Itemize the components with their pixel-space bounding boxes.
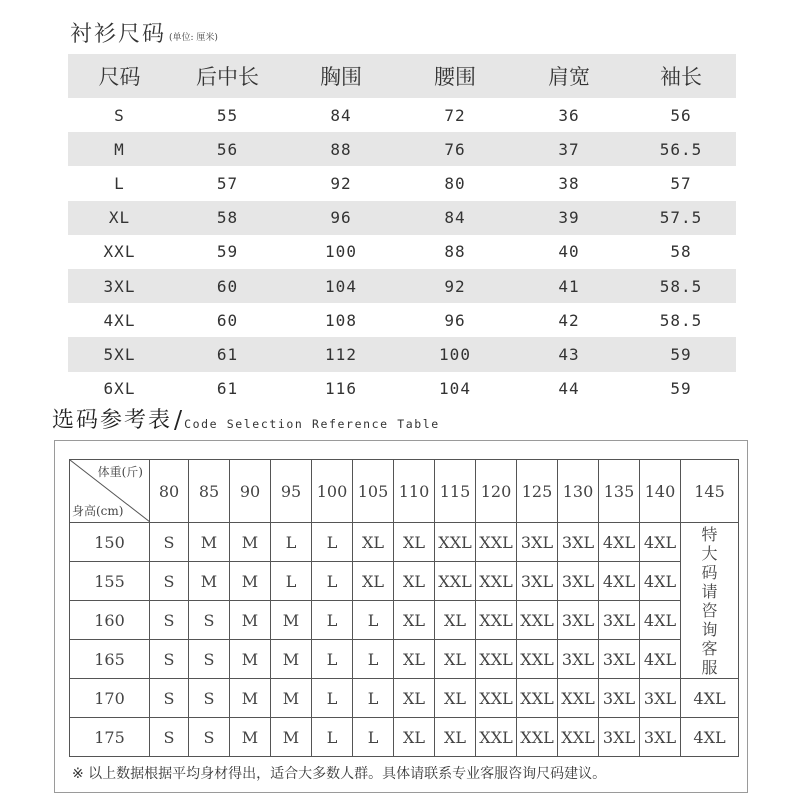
size-chart-row	[68, 337, 736, 371]
size-value-cell: 84	[398, 201, 512, 235]
size-label-cell: 4XL	[103, 310, 136, 330]
size-recommendation-cell: 3XL	[599, 718, 640, 757]
size-recommendation-cell: L	[312, 523, 353, 562]
size-recommendation-cell: M	[189, 523, 230, 562]
size-recommendation-cell: XXL	[476, 718, 517, 757]
size-value-cell: 57.5	[626, 201, 736, 235]
size-label-cell: S	[114, 105, 125, 125]
size-recommendation-cell: S	[150, 601, 189, 640]
weight-header-cell: 120	[476, 460, 517, 523]
size-recommendation-cell: XXL	[517, 718, 558, 757]
size-recommendation-cell: XXL	[558, 679, 599, 718]
weight-header-cell: 100	[312, 460, 353, 523]
size-value-cell: 57	[216, 173, 239, 193]
height-cell: 175	[70, 718, 150, 757]
size-chart-unit: (单位: 厘米)	[169, 33, 218, 43]
size-chart-header-row	[68, 54, 736, 98]
size-value-cell: 37	[512, 132, 626, 166]
size-recommendation-cell: XL	[394, 562, 435, 601]
size-recommendation-cell: M	[230, 523, 271, 562]
size-recommendation-cell: XXL	[517, 679, 558, 718]
size-recommendation-cell: XXL	[476, 640, 517, 679]
size-value-cell: 58	[670, 242, 692, 262]
size-value-cell: 116	[325, 379, 357, 399]
weight-header-cell: 135	[599, 460, 640, 523]
size-recommendation-cell: XXL	[476, 601, 517, 640]
size-recommendation-cell: S	[150, 640, 189, 679]
height-cell: 150	[70, 523, 150, 562]
weight-header-cell: 95	[271, 460, 312, 523]
size-chart-header-cell: 尺码	[68, 54, 171, 98]
size-label-cell: 5XL	[68, 337, 171, 371]
special-size-note-char: 询	[701, 619, 718, 639]
size-recommendation-cell: S	[189, 601, 230, 640]
size-value-cell: 60	[171, 269, 284, 303]
size-label-cell: XXL	[103, 242, 136, 262]
size-recommendation-cell: 3XL	[558, 601, 599, 640]
reference-body	[70, 460, 739, 757]
size-value-cell: 59	[626, 337, 736, 371]
size-value-cell: 104	[284, 269, 398, 303]
size-recommendation-cell: XL	[394, 640, 435, 679]
size-chart-title: 衬衫尺码	[70, 22, 167, 47]
size-chart-header-cell: 袖长	[626, 54, 736, 98]
reference-row	[70, 640, 739, 679]
size-recommendation-cell: 3XL	[558, 523, 599, 562]
weight-header-cell: 140	[640, 460, 681, 523]
size-recommendation-cell: XXL	[435, 562, 476, 601]
size-value-cell: 38	[558, 173, 580, 193]
reference-title-block	[52, 404, 440, 434]
weight-header-cell: 90	[230, 460, 271, 523]
size-value-cell: 59	[670, 379, 692, 399]
reference-row	[70, 523, 739, 562]
special-size-note-char: 请	[701, 581, 718, 601]
special-size-note-char: 特	[701, 524, 718, 544]
size-value-cell: 61	[171, 337, 284, 371]
size-recommendation-cell: 4XL	[640, 523, 681, 562]
size-recommendation-cell: S	[150, 679, 189, 718]
size-chart-title-block	[70, 14, 218, 48]
weight-header-cell: 130	[558, 460, 599, 523]
weight-header-cell: 80	[150, 460, 189, 523]
size-recommendation-cell: L	[312, 679, 353, 718]
size-label-cell: 6XL	[103, 379, 136, 399]
size-chart-row	[68, 132, 736, 166]
reference-title: 选码参考表	[52, 408, 173, 433]
size-recommendation-cell: XL	[435, 601, 476, 640]
size-chart-row	[68, 166, 736, 200]
size-recommendation-cell: 4XL	[640, 640, 681, 679]
size-value-cell: 92	[398, 269, 512, 303]
size-chart-row	[68, 235, 736, 269]
reference-row	[70, 562, 739, 601]
weight-axis-label: 体重(斤)	[97, 465, 143, 479]
size-recommendation-cell: M	[271, 718, 312, 757]
size-value-cell: 40	[558, 242, 580, 262]
size-value-cell: 88	[444, 242, 466, 262]
size-recommendation-cell: S	[150, 562, 189, 601]
size-recommendation-cell: XL	[435, 679, 476, 718]
size-chart-table	[68, 54, 736, 406]
size-value-cell: 56.5	[626, 132, 736, 166]
reference-row	[70, 601, 739, 640]
size-value-cell: 80	[444, 173, 466, 193]
size-recommendation-cell: S	[189, 640, 230, 679]
size-recommendation-cell: XL	[394, 679, 435, 718]
size-recommendation-cell: M	[189, 562, 230, 601]
reference-row	[70, 679, 739, 718]
weight-header-cell: 105	[353, 460, 394, 523]
size-recommendation-cell: 3XL	[599, 640, 640, 679]
size-chart-body	[68, 98, 736, 406]
size-recommendation-cell: 4XL	[681, 718, 739, 757]
size-recommendation-cell: XL	[435, 640, 476, 679]
size-value-cell: 58.5	[626, 269, 736, 303]
size-recommendation-cell: XXL	[558, 718, 599, 757]
size-value-cell: 42	[558, 310, 580, 330]
size-value-cell: 100	[398, 337, 512, 371]
special-size-note-char: 码	[701, 562, 718, 582]
size-recommendation-cell: 4XL	[640, 601, 681, 640]
size-recommendation-cell: XXL	[476, 562, 517, 601]
size-value-cell: 44	[558, 379, 580, 399]
special-size-note-char: 客	[701, 638, 718, 658]
size-recommendation-cell: 3XL	[517, 523, 558, 562]
reference-row	[70, 718, 739, 757]
size-value-cell: 56	[670, 105, 692, 125]
size-recommendation-cell: M	[230, 601, 271, 640]
size-recommendation-cell: XL	[394, 718, 435, 757]
size-recommendation-cell: 4XL	[599, 523, 640, 562]
size-chart-row	[68, 98, 736, 132]
size-value-cell: 43	[512, 337, 626, 371]
size-recommendation-cell: 3XL	[558, 562, 599, 601]
size-recommendation-cell: L	[353, 640, 394, 679]
size-recommendation-cell: M	[230, 562, 271, 601]
size-recommendation-cell: S	[189, 679, 230, 718]
size-value-cell: 58.5	[659, 310, 703, 330]
size-chart-header-cell: 胸围	[284, 54, 398, 98]
weight-header-cell: 85	[189, 460, 230, 523]
size-recommendation-cell: XXL	[435, 523, 476, 562]
reference-table	[69, 459, 739, 757]
size-chart-header-cell: 肩宽	[512, 54, 626, 98]
height-cell: 165	[70, 640, 150, 679]
size-recommendation-cell: M	[230, 640, 271, 679]
height-cell: 160	[70, 601, 150, 640]
size-recommendation-cell: L	[312, 718, 353, 757]
reference-corner-cell	[70, 460, 150, 523]
reference-header-row	[70, 460, 739, 523]
size-recommendation-cell: L	[312, 601, 353, 640]
weight-header-cell: 125	[517, 460, 558, 523]
size-value-cell: 108	[325, 310, 357, 330]
size-recommendation-cell: 3XL	[640, 679, 681, 718]
size-value-cell: 41	[512, 269, 626, 303]
size-recommendation-cell: 3XL	[599, 679, 640, 718]
size-value-cell: 59	[216, 242, 239, 262]
reference-title-slash: /	[174, 406, 183, 434]
size-recommendation-cell: S	[189, 718, 230, 757]
size-value-cell: 88	[284, 132, 398, 166]
height-axis-label: 身高(cm)	[72, 504, 124, 518]
size-value-cell: 104	[439, 379, 471, 399]
special-size-note-char: 服	[701, 657, 718, 677]
size-recommendation-cell: L	[271, 523, 312, 562]
weight-header-cell: 110	[394, 460, 435, 523]
size-recommendation-cell: M	[271, 679, 312, 718]
size-label-cell: 3XL	[68, 269, 171, 303]
size-recommendation-cell: L	[312, 640, 353, 679]
size-value-cell: 55	[216, 105, 239, 125]
size-recommendation-cell: XXL	[476, 679, 517, 718]
size-value-cell: 92	[330, 173, 352, 193]
size-value-cell: 76	[398, 132, 512, 166]
size-value-cell: 61	[216, 379, 239, 399]
size-value-cell: 84	[330, 105, 352, 125]
size-value-cell: 100	[325, 242, 357, 262]
size-recommendation-cell: 3XL	[640, 718, 681, 757]
size-recommendation-cell: L	[353, 679, 394, 718]
size-recommendation-cell: 3XL	[558, 640, 599, 679]
size-recommendation-cell: XL	[435, 718, 476, 757]
size-recommendation-cell: XXL	[517, 640, 558, 679]
size-recommendation-cell: M	[230, 679, 271, 718]
size-value-cell: 96	[444, 310, 466, 330]
size-value-cell: 58	[171, 201, 284, 235]
size-recommendation-cell: XL	[394, 523, 435, 562]
size-recommendation-cell: S	[150, 523, 189, 562]
size-label-cell: L	[114, 173, 125, 193]
weight-header-cell: 115	[435, 460, 476, 523]
size-value-cell: 57	[670, 173, 692, 193]
special-size-note-char: 大	[701, 543, 718, 563]
weight-header-cell: 145	[681, 460, 739, 523]
special-size-note-char: 咨	[701, 600, 718, 620]
size-recommendation-cell: XXL	[476, 523, 517, 562]
size-recommendation-cell: S	[150, 718, 189, 757]
size-chart-header-cell: 后中长	[171, 54, 284, 98]
size-value-cell: 112	[284, 337, 398, 371]
size-chart-row	[68, 201, 736, 235]
size-value-cell: 72	[444, 105, 466, 125]
size-recommendation-cell: 3XL	[517, 562, 558, 601]
size-chart-row	[68, 269, 736, 303]
size-value-cell: 96	[284, 201, 398, 235]
size-chart-header-cell: 腰围	[398, 54, 512, 98]
size-recommendation-cell: M	[271, 640, 312, 679]
size-recommendation-cell: 3XL	[599, 601, 640, 640]
size-recommendation-cell: L	[353, 601, 394, 640]
special-size-note-cell	[681, 523, 739, 679]
size-recommendation-cell: XL	[353, 523, 394, 562]
size-recommendation-cell: L	[353, 718, 394, 757]
size-value-cell: 60	[216, 310, 239, 330]
size-recommendation-cell: M	[230, 718, 271, 757]
size-recommendation-cell: L	[312, 562, 353, 601]
size-chart-row	[68, 372, 736, 406]
size-label-cell: M	[68, 132, 171, 166]
size-value-cell: 36	[558, 105, 580, 125]
reference-subtitle: Code Selection Reference Table	[184, 417, 440, 431]
size-recommendation-cell: L	[271, 562, 312, 601]
size-label-cell: XL	[68, 201, 171, 235]
size-chart-row	[68, 303, 736, 337]
size-recommendation-cell: XL	[353, 562, 394, 601]
size-recommendation-cell: XXL	[517, 601, 558, 640]
height-cell: 155	[70, 562, 150, 601]
footnote: ※ 以上数据根据平均身材得出，适合大多数人群。具体请联系专业客服咨询尺码建议。	[72, 766, 607, 782]
size-recommendation-cell: 4XL	[599, 562, 640, 601]
size-recommendation-cell: 4XL	[681, 679, 739, 718]
size-recommendation-cell: XL	[394, 601, 435, 640]
size-value-cell: 39	[512, 201, 626, 235]
size-value-cell: 56	[171, 132, 284, 166]
height-cell: 170	[70, 679, 150, 718]
size-recommendation-cell: M	[271, 601, 312, 640]
size-recommendation-cell: 4XL	[640, 562, 681, 601]
